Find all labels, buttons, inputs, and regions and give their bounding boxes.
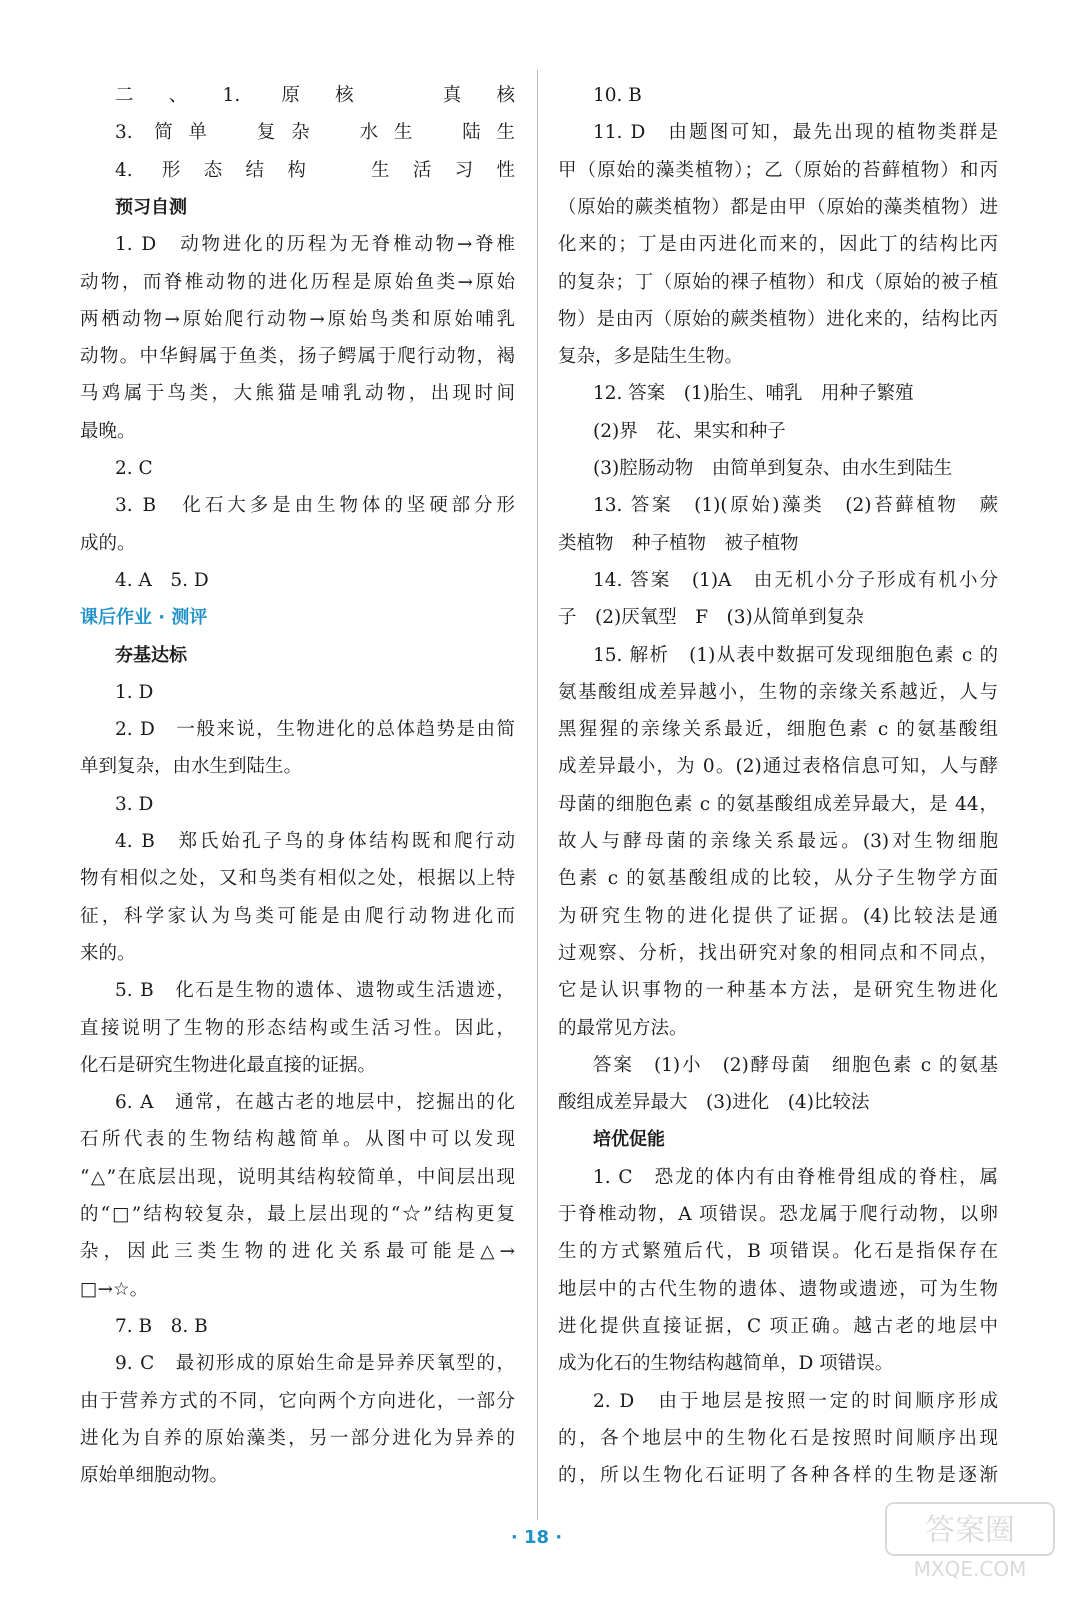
text-line: 进化提供直接证据，C 项正确。越古老的地层中 (558, 1315, 998, 1337)
text-line: 12. 答案 (1)胎生、哺乳 用种子繁殖 (593, 383, 914, 405)
text-line: 11. D 由题图可知，最先出现的植物类群是 (593, 122, 998, 144)
text-line: 的“□”结构较复杂，最上层出现的“☆”结构更复 (80, 1204, 515, 1225)
watermark-logo (885, 1502, 1055, 1582)
text-line: 原始单细胞动物。 (80, 1465, 229, 1487)
text-line: 征，科学家认为鸟类可能是由爬行动物进化而 (80, 905, 515, 927)
text-line: 酸组成差异最大 (3)进化 (4)比较法 (558, 1092, 870, 1114)
text-line: 4. A 5. D (115, 569, 209, 591)
text-line: 两栖动物→原始爬行动物→原始鸟类和原始哺乳 (80, 308, 515, 330)
text-line: 14. 答案 (1)A 由无机小分子形成有机小分 (593, 569, 998, 591)
text-line: □→☆。 (80, 1278, 149, 1300)
text-line: 动物，而脊椎动物的进化历程是原始鱼类→原始 (80, 271, 515, 293)
text-line: 它是认识事物的一种基本方法，是研究生物进化 (558, 980, 998, 1002)
text-line: 10. B (593, 85, 642, 106)
subsection-heading: 预习自测 (115, 196, 187, 218)
text-line: (2)界 花、果实和种子 (593, 420, 786, 442)
text-line: 子 (2)厌氧型 F (3)从简单到复杂 (558, 607, 864, 629)
text-line: 来的。 (80, 942, 136, 964)
text-line: 3. D (115, 793, 154, 815)
text-line: 1. C 恐龙的体内有由脊椎骨组成的脊柱，属 (593, 1166, 998, 1188)
text-line: 马鸡属于鸟类，大熊猫是哺乳动物，出现时间 (80, 383, 515, 405)
subsection-heading: 夯基达标 (115, 644, 187, 666)
text-line: 地层中的古代生物的遗体、遗物或遗迹，可为生物 (558, 1278, 998, 1300)
text-line: 化石是研究生物进化最直接的证据。 (80, 1054, 377, 1076)
text-line: （原始的蕨类植物）都是由甲（原始的藻类植物）进 (558, 196, 998, 218)
text-line: 氨基酸组成差异越小，生物的亲缘关系越近，人与 (558, 681, 998, 703)
text-line: 生的方式繁殖后代，B 项错误。化石是指保存在 (558, 1241, 998, 1263)
text-line: 杂，因此三类生物的进化关系最可能是△→ (80, 1241, 515, 1263)
section-title: 课后作业 · 测评 (80, 607, 208, 629)
text-line: 直接说明了生物的形态结构或生活习性。因此， (80, 1017, 515, 1039)
text-line: 6. A 通常，在越古老的地层中，挖掘出的化 (115, 1092, 515, 1114)
text-line: 成为化石的生物结构越简单，D 项错误。 (558, 1353, 894, 1375)
text-line: 的复杂；丁（原始的裸子植物）和戊（原始的被子植 (558, 271, 998, 293)
text-line: 1. D 动物进化的历程为无脊椎动物→脊椎 (115, 234, 515, 256)
text-line: 15. 解析 (1)从表中数据可发现细胞色素 c 的 (593, 644, 998, 666)
text-line: 进化为自养的原始藻类，另一部分进化为异养的 (80, 1427, 515, 1449)
text-line: 7. B 8. B (115, 1315, 208, 1337)
text-line: 色素 c 的氨基酸组成的比较，从分子生物学方面 (558, 868, 998, 890)
text-line: 2. D 由于地层是按照一定的时间顺序形成 (593, 1390, 998, 1412)
text-line: 石所代表的生物结构越简单。从图中可以发现 (80, 1129, 515, 1151)
text-line: 答案 (1)小 (2)酵母菌 细胞色素 c 的氨基 (593, 1054, 998, 1076)
text-line: 复杂，多是陆生生物。 (558, 346, 744, 368)
text-line: 3. B 化石大多是由生物体的坚硬部分形 (115, 495, 515, 517)
text-line: 过观察、分析，找出研究对象的相同点和不同点， (558, 942, 998, 964)
column-divider (537, 70, 538, 1520)
text-line: 成差异最小，为 0。(2)通过表格信息可知，人与酵 (558, 756, 998, 778)
text-line: 物）是由丙（原始的蕨类植物）进化来的，结构比丙 (558, 308, 998, 330)
text-line: 动物。中华鲟属于鱼类，扬子鳄属于爬行动物，褐 (80, 346, 515, 368)
text-line: 单到复杂，由水生到陆生。 (80, 756, 303, 778)
watermark-text: 答案圈 (925, 1513, 1015, 1548)
text-line: 4. B 郑氏始孔子鸟的身体结构既和爬行动 (115, 831, 515, 852)
text-line: 成的。 (80, 532, 136, 554)
text-line: 2. D 一般来说，生物进化的总体趋势是由简 (115, 719, 515, 741)
text-line: 类植物 种子植物 被子植物 (558, 532, 799, 554)
text-line: 化来的；丁是由丙进化而来的，因此丁的结构比丙 (558, 234, 998, 256)
text-line: 母菌的细胞色素 c 的氨基酸组成差异最大，是 44， (558, 793, 998, 815)
text-line: 13. 答案 (1)(原始)藻类 (2)苔藓植物 蕨 (593, 495, 998, 517)
text-line: 1. D (115, 681, 154, 703)
text-line: 物有相似之处，又和鸟类有相似之处，根据以上特 (80, 868, 515, 890)
text-line: 9. C 最初形成的原始生命是异养厌氧型的， (115, 1353, 515, 1375)
text-line: 二、1. 原核 真核 (115, 85, 515, 106)
subsection-heading: 培优促能 (593, 1129, 665, 1151)
text-line: 故人与酵母菌的亲缘关系最远。(3)对生物细胞 (558, 831, 998, 852)
text-line: 甲（原始的藻类植物）；乙（原始的苔藓植物）和丙 (558, 159, 998, 181)
text-line: “△”在底层出现，说明其结构较简单，中间层出现 (80, 1166, 515, 1188)
page-number: · 18 · (510, 1527, 563, 1548)
text-line: 黑猩猩的亲缘关系最近，细胞色素 c 的氨基酸组 (558, 719, 998, 741)
text-line: 3. 简单 复杂 水生 陆生 (115, 122, 515, 144)
text-line: 由于营养方式的不同，它向两个方向进化，一部分 (80, 1390, 515, 1412)
text-line: 于脊椎动物，A 项错误。恐龙属于爬行动物，以卵 (558, 1204, 998, 1225)
text-line: 5. B 化石是生物的遗体、遗物或生活遗迹， (115, 980, 515, 1002)
text-line: 的最常见方法。 (558, 1017, 688, 1039)
text-line: (3)腔肠动物 由简单到复杂、由水生到陆生 (593, 458, 953, 479)
text-line: 最晚。 (80, 420, 136, 442)
watermark-url: MXQE.COM (913, 1557, 1027, 1581)
text-line: 的，所以生物化石证明了各种各样的生物是逐渐 (558, 1465, 998, 1487)
text-line: 为研究生物的进化提供了证据。(4)比较法是通 (558, 905, 998, 927)
text-line: 2. C (115, 458, 153, 479)
text-line: 4. 形态结构 生活习性 (115, 159, 515, 181)
text-line: 的，各个地层中的生物化石是按照时间顺序出现 (558, 1427, 998, 1449)
